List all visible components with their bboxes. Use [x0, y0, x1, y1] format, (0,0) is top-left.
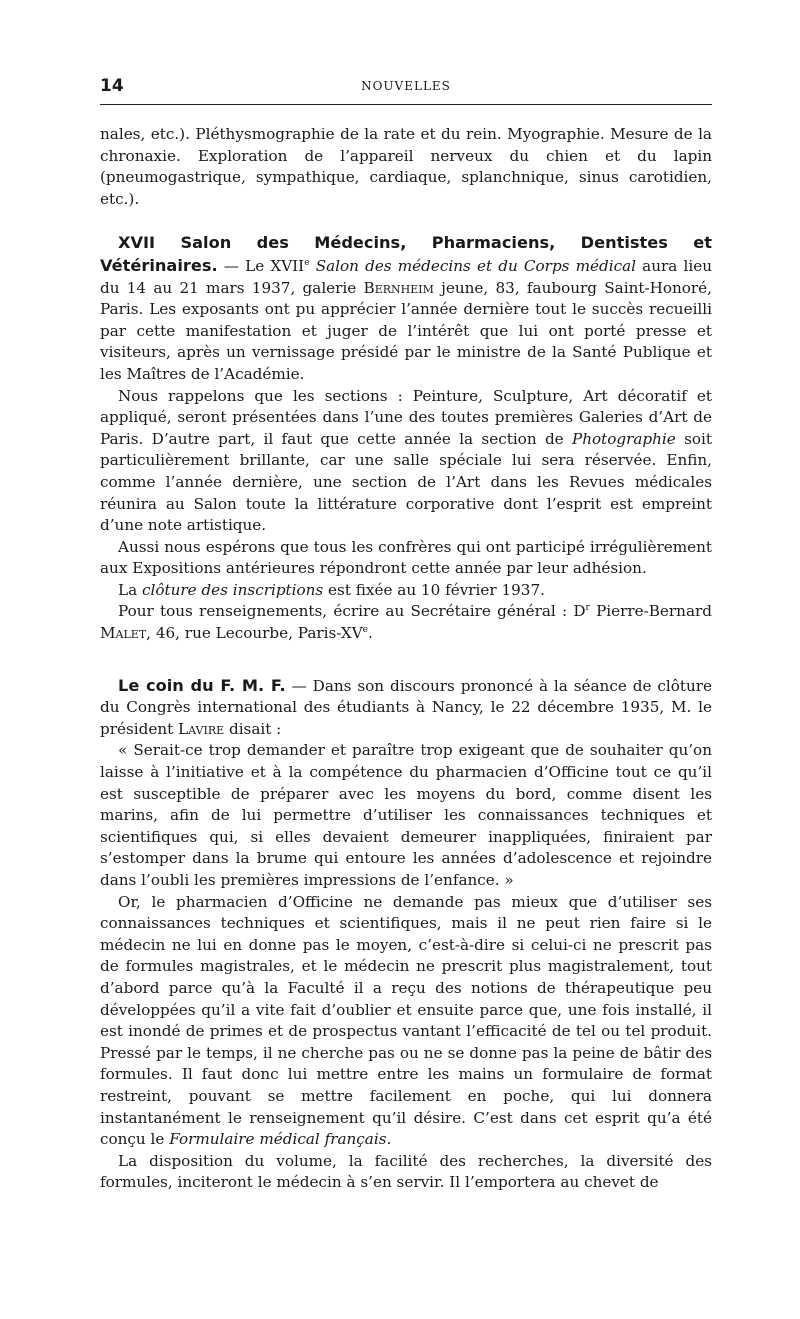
coin-paragraph: Le coin du F. M. F. — Dans son discours prononcé à la séance de clôture du Congrès international des étudiants à Nancy, le 22 décembre 1935, M. le président Lavire disait : [100, 675, 712, 738]
page-header [100, 76, 712, 98]
coin-heading: Le coin du F. M. F. [118, 675, 286, 695]
coin-quote: « Serait-ce trop demander et paraître trop exigeant que de souhaiter qu’on laisse à l’initiative et à la compétence du pharmacien d’Officine tout ce qu’il est susceptible de préparer avec les moyens du bord, comme disent les marins, afin de lui permettre d’utiliser les connaissances techniques et scientifiques qui, si elles devaient demeurer inappliquées, finiraient par s’estomper dans la brume qui entoure les années d’adolescence et rejoindre dans l’oubli les premières impressions de l’enfance. » [100, 741, 712, 889]
article-body [100, 124, 712, 1194]
salon-sections-paragraph: Nous rappelons que les sections : Peinture, Sculpture, Art décoratif et appliqué, seront présentées dans l’une des toutes premières Galeries d’Art de Paris. D’autre part, il faut que cette année la section de Photographie soit particulièrement brillante, car une salle spéciale lui sera réservée. Enfin, comme l’année dernière, une section de l’Art dans les Revues médicales réunira au Salon toute la littérature corporative dont l’esprit est empreint d’une note artistique. [100, 386, 712, 535]
salon-heading: XVII Salon des Médecins, Pharmaciens, Dentistes et Vétérinaires. [100, 233, 712, 275]
header-rule [100, 104, 712, 105]
page-number: 14 [100, 76, 124, 96]
salon-closing-paragraph: La clôture des inscriptions est fixée au 10 février 1937. [118, 580, 545, 599]
running-head: NOUVELLES [361, 79, 451, 93]
salon-contact-paragraph: Pour tous renseignements, écrire au Secrétaire général : $D^r$ Pierre-Bernard Malet, 46, rue Lecourbe, Paris-XVe. [100, 602, 712, 643]
coin-last-paragraph: La disposition du volume, la facilité des recherches, la diversité des formules, inciteront le médecin à s’en servir. Il l’emportera au chevet de [100, 1151, 712, 1192]
salon-paragraph: XVII Salon des Médecins, Pharmaciens, Dentistes et Vétérinaires. — Le XVIIe Salon des médecins et du Corps médical aura lieu du 14 au 21 mars 1937, galerie Bernheim jeune, 83, faubourg Saint-Honoré, Paris. Les exposants ont pu apprécier l’année dernière tout le succès recueilli par cette manifestation et juger de l’intérêt que lui ont porté presse et visiteurs, après un vernissage présidé par le ministre de la Santé Publique et les Maîtres de l’Académie. [100, 233, 712, 383]
salon-hope-paragraph: Aussi nous espérons que tous les confrères qui ont participé irrégulièrement aux Expositions antérieures répondront cette année par leur adhésion. [100, 537, 712, 578]
paragraph-continuation: nales, etc.). Pléthysmographie de la rate et du rein. Myographie. Mesure de la chronaxie. Exploration de l’appareil nerveux du chien et du lapin (pneumogastrique, sympathique, cardiaque, splanchnique, sinus carotidien, etc.). [100, 125, 712, 208]
coin-pharmacist-paragraph: Or, le pharmacien d’Officine ne demande pas mieux que d’utiliser ses connaissances techniques et scientifiques, mais il ne peut rien faire si le médecin ne lui en donne pas le moyen, c’est-à-dire si celui-ci ne prescrit pas de formules magistrales, et le médecin ne prescrit plus magistralement, tout d’abord parce qu’à la Faculté il a reçu des notions de thérapeutique peu développées qu’il a vite fait d’oublier et ensuite parce que, une fois installé, il est inondé de primes et de prospectus vantant l’efficacité de tel ou tel produit. Pressé par le temps, il ne cherche pas ou ne se donne pas la peine de bâtir des formules. Il faut donc lui mettre entre les mains un formulaire de format restreint, pouvant se mettre facilement en poche, qui lui donnera instantanément le renseignement qu’il désire. C’est dans cet esprit qu’a été conçu le Formulaire médical français. [100, 892, 712, 1149]
